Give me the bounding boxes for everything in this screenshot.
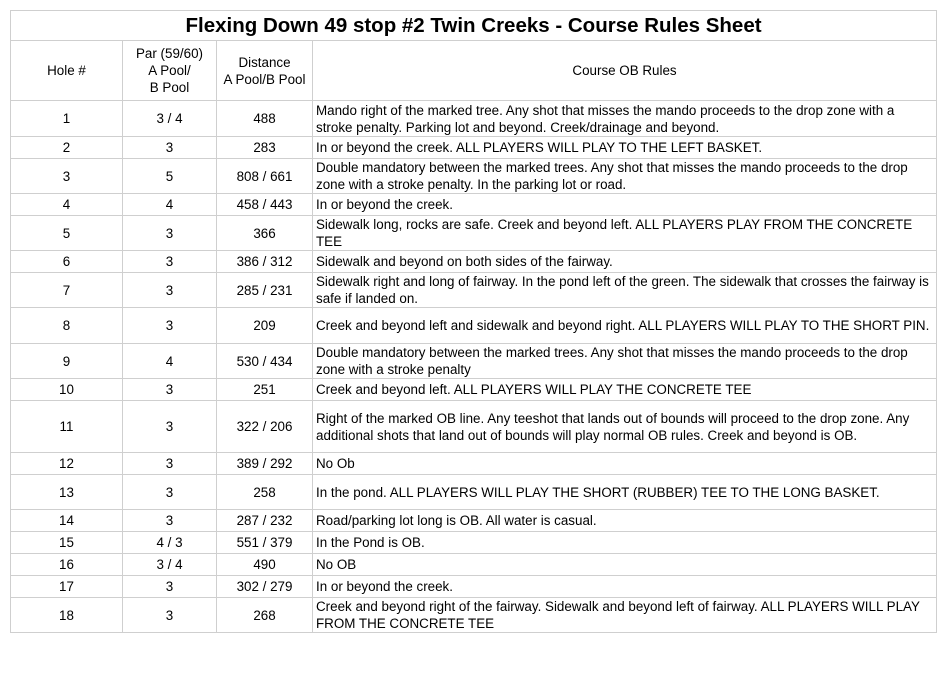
table-row bbox=[11, 194, 937, 216]
par-cell: 3 bbox=[123, 475, 217, 510]
hole-cell: 15 bbox=[11, 532, 123, 554]
par-cell: 3 / 4 bbox=[123, 101, 217, 137]
table-row bbox=[11, 379, 937, 401]
table-row bbox=[11, 216, 937, 251]
par-cell: 3 bbox=[123, 510, 217, 532]
header-par-line1: Par (59/60) bbox=[136, 46, 203, 61]
table-row bbox=[11, 598, 937, 633]
distance-cell: 490 bbox=[217, 554, 313, 576]
page-title: Flexing Down 49 stop #2 Twin Creeks - Course Rules Sheet bbox=[11, 11, 937, 41]
table-row bbox=[11, 344, 937, 379]
table-row bbox=[11, 308, 937, 344]
course-rules-sheet bbox=[10, 10, 936, 633]
rules-cell: Sidewalk and beyond on both sides of the fairway. bbox=[313, 251, 937, 273]
par-cell: 3 bbox=[123, 216, 217, 251]
rules-cell: In the pond. ALL PLAYERS WILL PLAY THE SHORT (RUBBER) TEE TO THE LONG BASKET. bbox=[313, 475, 937, 510]
rules-cell: In or beyond the creek. bbox=[313, 576, 937, 598]
par-cell: 3 bbox=[123, 576, 217, 598]
hole-cell: 18 bbox=[11, 598, 123, 633]
par-cell: 4 / 3 bbox=[123, 532, 217, 554]
distance-cell: 386 / 312 bbox=[217, 251, 313, 273]
par-cell: 4 bbox=[123, 194, 217, 216]
hole-cell: 6 bbox=[11, 251, 123, 273]
rules-table bbox=[10, 10, 937, 633]
distance-cell: 283 bbox=[217, 137, 313, 159]
header-par-line2: A Pool/ bbox=[148, 63, 191, 78]
rules-cell: Road/parking lot long is OB. All water is casual. bbox=[313, 510, 937, 532]
distance-cell: 808 / 661 bbox=[217, 159, 313, 194]
hole-cell: 4 bbox=[11, 194, 123, 216]
rules-cell: In or beyond the creek. ALL PLAYERS WILL PLAY TO THE LEFT BASKET. bbox=[313, 137, 937, 159]
hole-cell: 16 bbox=[11, 554, 123, 576]
table-row bbox=[11, 475, 937, 510]
distance-cell: 285 / 231 bbox=[217, 273, 313, 308]
table-row bbox=[11, 273, 937, 308]
hole-cell: 13 bbox=[11, 475, 123, 510]
rules-cell: Creek and beyond right of the fairway. Sidewalk and beyond left of fairway. ALL PLAYERS WILL PLAY FROM THE CONCRETE TEE bbox=[313, 598, 937, 633]
distance-cell: 209 bbox=[217, 308, 313, 344]
table-row bbox=[11, 576, 937, 598]
rules-cell: Double mandatory between the marked trees. Any shot that misses the mando proceeds to the drop zone with a stroke penalty bbox=[313, 344, 937, 379]
hole-cell: 7 bbox=[11, 273, 123, 308]
rules-cell: Creek and beyond left. ALL PLAYERS WILL PLAY THE CONCRETE TEE bbox=[313, 379, 937, 401]
par-cell: 3 bbox=[123, 273, 217, 308]
par-cell: 3 / 4 bbox=[123, 554, 217, 576]
hole-cell: 1 bbox=[11, 101, 123, 137]
distance-cell: 488 bbox=[217, 101, 313, 137]
par-cell: 3 bbox=[123, 308, 217, 344]
table-row bbox=[11, 401, 937, 453]
hole-cell: 10 bbox=[11, 379, 123, 401]
hole-cell: 2 bbox=[11, 137, 123, 159]
table-row bbox=[11, 453, 937, 475]
par-cell: 3 bbox=[123, 401, 217, 453]
rules-cell: In the Pond is OB. bbox=[313, 532, 937, 554]
table-row bbox=[11, 510, 937, 532]
table-row bbox=[11, 554, 937, 576]
rules-cell: Sidewalk right and long of fairway. In the pond left of the green. The sidewalk that crosses the fairway is safe if landed on. bbox=[313, 273, 937, 308]
hole-cell: 17 bbox=[11, 576, 123, 598]
distance-cell: 366 bbox=[217, 216, 313, 251]
distance-cell: 322 / 206 bbox=[217, 401, 313, 453]
table-row bbox=[11, 159, 937, 194]
rules-cell: Mando right of the marked tree. Any shot that misses the mando proceeds to the drop zone with a stroke penalty. Parking lot and beyond. Creek/drainage and beyond. bbox=[313, 101, 937, 137]
par-cell: 4 bbox=[123, 344, 217, 379]
hole-cell: 12 bbox=[11, 453, 123, 475]
header-rules: Course OB Rules bbox=[313, 41, 937, 101]
rules-cell: Sidewalk long, rocks are safe. Creek and beyond left. ALL PLAYERS PLAY FROM THE CONCRETE TEE bbox=[313, 216, 937, 251]
header-par-line3: B Pool bbox=[149, 80, 190, 95]
distance-cell: 458 / 443 bbox=[217, 194, 313, 216]
par-cell: 3 bbox=[123, 379, 217, 401]
header-par bbox=[123, 41, 217, 101]
par-cell: 3 bbox=[123, 251, 217, 273]
distance-cell: 268 bbox=[217, 598, 313, 633]
hole-cell: 9 bbox=[11, 344, 123, 379]
par-cell: 3 bbox=[123, 453, 217, 475]
distance-cell: 389 / 292 bbox=[217, 453, 313, 475]
title-row bbox=[11, 11, 937, 41]
table-row bbox=[11, 137, 937, 159]
hole-cell: 8 bbox=[11, 308, 123, 344]
hole-cell: 3 bbox=[11, 159, 123, 194]
par-cell: 5 bbox=[123, 159, 217, 194]
header-distance bbox=[217, 41, 313, 101]
table-row bbox=[11, 101, 937, 137]
distance-cell: 302 / 279 bbox=[217, 576, 313, 598]
header-hole: Hole # bbox=[11, 41, 123, 101]
hole-cell: 5 bbox=[11, 216, 123, 251]
rules-cell: Double mandatory between the marked trees. Any shot that misses the mando proceeds to the drop zone with a stroke penalty. In the parking lot or road. bbox=[313, 159, 937, 194]
par-cell: 3 bbox=[123, 598, 217, 633]
distance-cell: 258 bbox=[217, 475, 313, 510]
distance-cell: 530 / 434 bbox=[217, 344, 313, 379]
rules-cell: Right of the marked OB line. Any teeshot that lands out of bounds will proceed to the drop zone. Any additional shots that land out of bounds will play normal OB rules. Creek and beyond is OB. bbox=[313, 401, 937, 453]
rules-cell: No OB bbox=[313, 554, 937, 576]
rules-cell: Creek and beyond left and sidewalk and beyond right. ALL PLAYERS WILL PLAY TO THE SHORT PIN. bbox=[313, 308, 937, 344]
hole-cell: 11 bbox=[11, 401, 123, 453]
distance-cell: 287 / 232 bbox=[217, 510, 313, 532]
header-distance-line1: Distance bbox=[238, 54, 291, 70]
distance-cell: 251 bbox=[217, 379, 313, 401]
table-row bbox=[11, 532, 937, 554]
header-distance-line2: A Pool/B Pool bbox=[223, 71, 306, 87]
par-cell: 3 bbox=[123, 137, 217, 159]
hole-cell: 14 bbox=[11, 510, 123, 532]
rules-cell: No Ob bbox=[313, 453, 937, 475]
table-row bbox=[11, 251, 937, 273]
distance-cell: 551 / 379 bbox=[217, 532, 313, 554]
rules-cell: In or beyond the creek. bbox=[313, 194, 937, 216]
header-row bbox=[11, 41, 937, 101]
